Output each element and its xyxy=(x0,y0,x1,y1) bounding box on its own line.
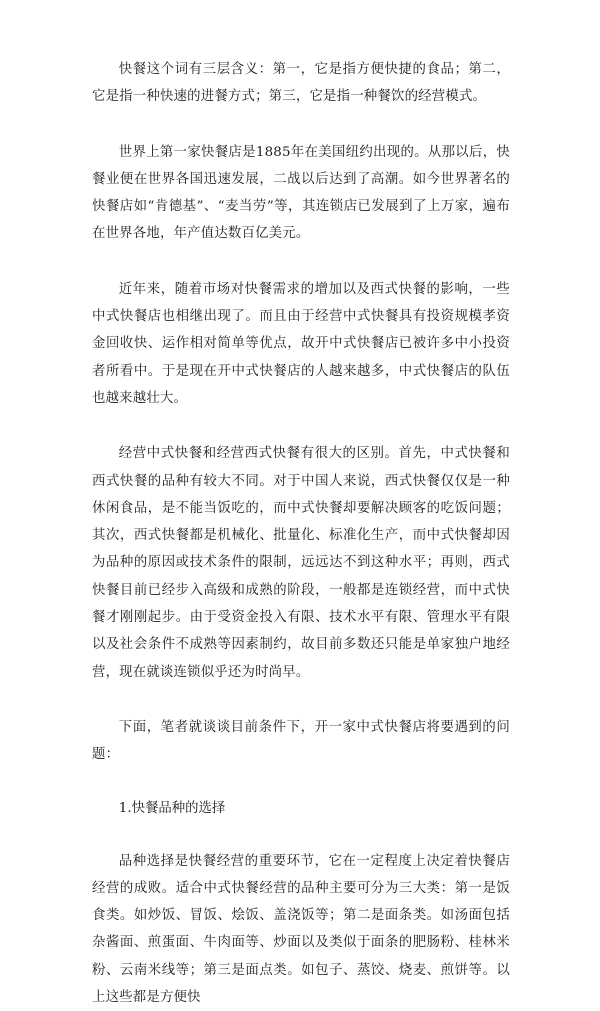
section-heading: 1.快餐品种的选择 xyxy=(118,800,226,816)
paragraph-differences: 经营中式快餐和经营西式快餐有很大的区别。首先，中式快餐和西式快餐的品种有较大不同。对于中国人来说，西式快餐仅仅是一种休闲食品，是不能当饭吃的，而中式快餐却要解决顾客的吃饭问题；其次，西式快餐都是机械化、批量化、标准化生产，而中式快餐却因为品种的原因或技术条件的限制，远远达不到这种水平；再则，西式快餐目前已经步入高级和成熟的阶段，一般都是连锁经营，而中式快餐才刚刚起步。由于受资金投入有限、技术水平有限、管理水平有限以及社会条件不成熟等因素制约，故目前多数还只能是单家独户地经营，现在就谈连锁似乎还为时尚早。 xyxy=(92,446,510,680)
document-page xyxy=(92,56,510,1011)
paragraph-variety: 品种选择是快餐经营的重要环节，它在一定程度上决定着快餐店经营的成败。适合中式快餐经营的品种主要可分为三大类：第一是饭食类。如炒饭、冒饭、烩饭、盖浇饭等；第二是面条类。如汤面包括杂酱面、煎蛋面、牛肉面等、炒面以及类似于面条的肥肠粉、桂林米粉、云南米线等；第三是面点类。如包子、蒸饺、烧麦、煎饼等。以上这些都是方便快 xyxy=(92,853,510,1006)
paragraph-meaning: 快餐这个词有三层含义：第一，它是指方便快捷的食品；第二，它是指一种快速的进餐方式；第三，它是指一种餐饮的经营模式。 xyxy=(92,62,510,105)
paragraph-history: 世界上第一家快餐店是1885年在美国纽约出现的。从那以后，快餐业便在世界各国迅速发展，二战以后达到了高潮。如今世界著名的快餐店如“肯德基”、“麦当劳”等，其连锁店已发展到了上万家，遍布在世界各地，年产值达数百亿美元。 xyxy=(92,144,510,242)
paragraph-recent-years: 近年来，随着市场对快餐需求的增加以及西式快餐的影响，一些中式快餐店也相继出现了。而且由于经营中式快餐具有投资规模孝资金回收快、运作相对简单等优点，故开中式快餐店已被许多中小投资者所看中。于是现在开中式快餐店的人越来越多，中式快餐店的队伍也越来越壮大。 xyxy=(92,281,510,406)
paragraph-intro: 下面，笔者就谈谈目前条件下，开一家中式快餐店将要遇到的问题： xyxy=(92,719,510,763)
